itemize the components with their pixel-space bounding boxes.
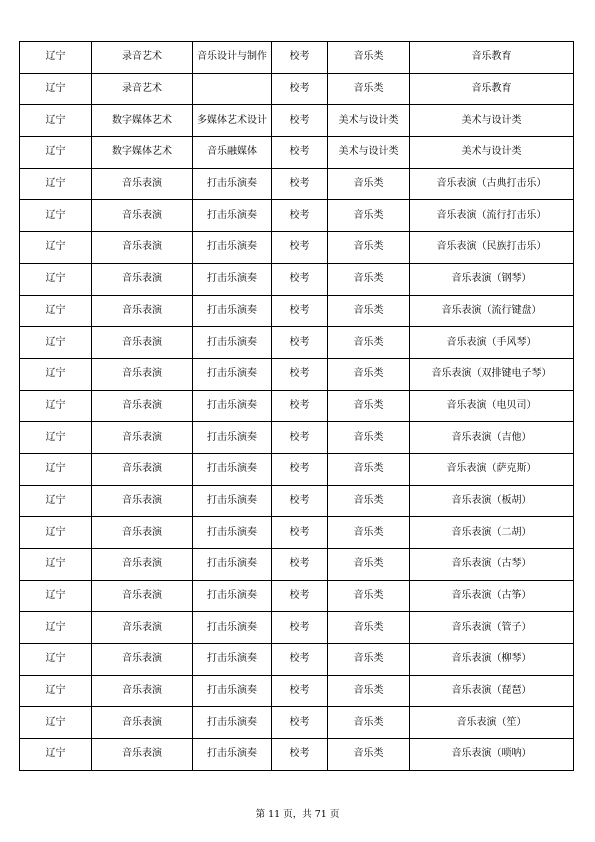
- major-cell: 音乐表演: [92, 485, 193, 517]
- exam-subject-cell: 音乐表演（笙）: [410, 707, 574, 739]
- direction-cell: 打击乐演奏: [193, 327, 272, 359]
- category-cell: 音乐类: [328, 327, 410, 359]
- province-cell: 辽宁: [20, 739, 92, 771]
- province-cell: 辽宁: [20, 358, 92, 390]
- table-row: [20, 453, 574, 485]
- major-cell: 录音艺术: [92, 73, 193, 105]
- major-cell: 音乐表演: [92, 549, 193, 581]
- exam-type-cell: 校考: [272, 327, 328, 359]
- province-cell: 辽宁: [20, 549, 92, 581]
- province-cell: 辽宁: [20, 485, 92, 517]
- exam-subject-cell: 音乐表演（萨克斯）: [410, 453, 574, 485]
- exam-subject-cell: 音乐表演（电贝司）: [410, 390, 574, 422]
- province-cell: 辽宁: [20, 232, 92, 264]
- exam-subject-cell: 音乐表演（柳琴）: [410, 644, 574, 676]
- direction-cell: 打击乐演奏: [193, 485, 272, 517]
- major-cell: 音乐表演: [92, 675, 193, 707]
- table-row: [20, 327, 574, 359]
- major-cell: 音乐表演: [92, 358, 193, 390]
- exam-type-cell: 校考: [272, 42, 328, 74]
- province-cell: 辽宁: [20, 422, 92, 454]
- direction-cell: 打击乐演奏: [193, 675, 272, 707]
- category-cell: 音乐类: [328, 358, 410, 390]
- province-cell: 辽宁: [20, 517, 92, 549]
- category-cell: 音乐类: [328, 232, 410, 264]
- exam-subject-cell: 音乐表演（琵琶）: [410, 675, 574, 707]
- exam-type-cell: 校考: [272, 549, 328, 581]
- direction-cell: 打击乐演奏: [193, 453, 272, 485]
- table-row: [20, 739, 574, 771]
- category-cell: 美术与设计类: [328, 105, 410, 137]
- exam-subject-cell: 音乐表演（唢呐）: [410, 739, 574, 771]
- exam-subject-cell: 音乐教育: [410, 73, 574, 105]
- direction-cell: 打击乐演奏: [193, 580, 272, 612]
- exam-subject-cell: 音乐表演（二胡）: [410, 517, 574, 549]
- category-cell: 音乐类: [328, 73, 410, 105]
- data-table: [19, 41, 574, 771]
- exam-subject-cell: 音乐表演（吉他）: [410, 422, 574, 454]
- exam-type-cell: 校考: [272, 739, 328, 771]
- direction-cell: 音乐设计与制作: [193, 42, 272, 74]
- table-body: [20, 42, 574, 771]
- major-cell: 音乐表演: [92, 580, 193, 612]
- exam-subject-cell: 音乐表演（古筝）: [410, 580, 574, 612]
- major-cell: 音乐表演: [92, 232, 193, 264]
- province-cell: 辽宁: [20, 263, 92, 295]
- direction-cell: 打击乐演奏: [193, 232, 272, 264]
- province-cell: 辽宁: [20, 295, 92, 327]
- province-cell: 辽宁: [20, 137, 92, 169]
- direction-cell: 打击乐演奏: [193, 168, 272, 200]
- direction-cell: 打击乐演奏: [193, 295, 272, 327]
- exam-subject-cell: 美术与设计类: [410, 137, 574, 169]
- exam-type-cell: 校考: [272, 295, 328, 327]
- exam-subject-cell: 音乐表演（民族打击乐）: [410, 232, 574, 264]
- exam-type-cell: 校考: [272, 232, 328, 264]
- category-cell: 音乐类: [328, 168, 410, 200]
- province-cell: 辽宁: [20, 200, 92, 232]
- exam-type-cell: 校考: [272, 707, 328, 739]
- direction-cell: 打击乐演奏: [193, 390, 272, 422]
- table-row: [20, 168, 574, 200]
- category-cell: 美术与设计类: [328, 137, 410, 169]
- table-row: [20, 517, 574, 549]
- exam-type-cell: 校考: [272, 485, 328, 517]
- direction-cell: 多媒体艺术设计: [193, 105, 272, 137]
- major-cell: 音乐表演: [92, 707, 193, 739]
- table-row: [20, 295, 574, 327]
- category-cell: 音乐类: [328, 612, 410, 644]
- table-row: [20, 675, 574, 707]
- province-cell: 辽宁: [20, 453, 92, 485]
- exam-subject-cell: 音乐表演（板胡）: [410, 485, 574, 517]
- category-cell: 音乐类: [328, 390, 410, 422]
- category-cell: 音乐类: [328, 580, 410, 612]
- table-row: [20, 549, 574, 581]
- major-cell: 音乐表演: [92, 517, 193, 549]
- major-cell: 音乐表演: [92, 295, 193, 327]
- exam-subject-cell: 音乐表演（古典打击乐）: [410, 168, 574, 200]
- province-cell: 辽宁: [20, 73, 92, 105]
- table-row: [20, 263, 574, 295]
- exam-type-cell: 校考: [272, 453, 328, 485]
- province-cell: 辽宁: [20, 612, 92, 644]
- exam-type-cell: 校考: [272, 358, 328, 390]
- direction-cell: 打击乐演奏: [193, 644, 272, 676]
- table-row: [20, 422, 574, 454]
- major-cell: 音乐表演: [92, 612, 193, 644]
- exam-type-cell: 校考: [272, 517, 328, 549]
- table-row: [20, 358, 574, 390]
- direction-cell: 打击乐演奏: [193, 200, 272, 232]
- exam-subject-cell: 音乐表演（手风琴）: [410, 327, 574, 359]
- category-cell: 音乐类: [328, 549, 410, 581]
- category-cell: 音乐类: [328, 263, 410, 295]
- table-row: [20, 73, 574, 105]
- exam-type-cell: 校考: [272, 168, 328, 200]
- direction-cell: 音乐融媒体: [193, 137, 272, 169]
- category-cell: 音乐类: [328, 644, 410, 676]
- direction-cell: 打击乐演奏: [193, 707, 272, 739]
- direction-cell: 打击乐演奏: [193, 358, 272, 390]
- table-row: [20, 612, 574, 644]
- exam-type-cell: 校考: [272, 263, 328, 295]
- direction-cell: 打击乐演奏: [193, 612, 272, 644]
- major-cell: 音乐表演: [92, 390, 193, 422]
- direction-cell: 打击乐演奏: [193, 739, 272, 771]
- province-cell: 辽宁: [20, 390, 92, 422]
- exam-type-cell: 校考: [272, 137, 328, 169]
- province-cell: 辽宁: [20, 327, 92, 359]
- major-cell: 音乐表演: [92, 327, 193, 359]
- direction-cell: 打击乐演奏: [193, 549, 272, 581]
- major-cell: 音乐表演: [92, 739, 193, 771]
- exam-subject-cell: 音乐表演（古琴）: [410, 549, 574, 581]
- major-cell: 音乐表演: [92, 168, 193, 200]
- province-cell: 辽宁: [20, 707, 92, 739]
- table-row: [20, 485, 574, 517]
- major-cell: 音乐表演: [92, 200, 193, 232]
- category-cell: 音乐类: [328, 422, 410, 454]
- table-row: [20, 42, 574, 74]
- category-cell: 音乐类: [328, 707, 410, 739]
- exam-subject-cell: 音乐教育: [410, 42, 574, 74]
- exam-subject-cell: 美术与设计类: [410, 105, 574, 137]
- major-cell: 录音艺术: [92, 42, 193, 74]
- table-row: [20, 200, 574, 232]
- direction-cell: 打击乐演奏: [193, 422, 272, 454]
- major-cell: 音乐表演: [92, 263, 193, 295]
- major-cell: 音乐表演: [92, 422, 193, 454]
- province-cell: 辽宁: [20, 675, 92, 707]
- table-row: [20, 105, 574, 137]
- direction-cell: [193, 73, 272, 105]
- exam-type-cell: 校考: [272, 390, 328, 422]
- exam-subject-cell: 音乐表演（流行打击乐）: [410, 200, 574, 232]
- province-cell: 辽宁: [20, 168, 92, 200]
- exam-subject-cell: 音乐表演（双排键电子琴）: [410, 358, 574, 390]
- category-cell: 音乐类: [328, 739, 410, 771]
- exam-type-cell: 校考: [272, 580, 328, 612]
- table-row: [20, 644, 574, 676]
- exam-subject-cell: 音乐表演（钢琴）: [410, 263, 574, 295]
- category-cell: 音乐类: [328, 517, 410, 549]
- table-row: [20, 232, 574, 264]
- page-footer: 第 11 页，共 71 页: [255, 809, 340, 820]
- category-cell: 音乐类: [328, 675, 410, 707]
- exam-type-cell: 校考: [272, 675, 328, 707]
- category-cell: 音乐类: [328, 42, 410, 74]
- exam-type-cell: 校考: [272, 644, 328, 676]
- exam-type-cell: 校考: [272, 422, 328, 454]
- table-row: [20, 390, 574, 422]
- direction-cell: 打击乐演奏: [193, 263, 272, 295]
- direction-cell: 打击乐演奏: [193, 517, 272, 549]
- table-row: [20, 137, 574, 169]
- exam-subject-cell: 音乐表演（管子）: [410, 612, 574, 644]
- major-cell: 数字媒体艺术: [92, 105, 193, 137]
- exam-type-cell: 校考: [272, 105, 328, 137]
- exam-type-cell: 校考: [272, 200, 328, 232]
- exam-type-cell: 校考: [272, 73, 328, 105]
- province-cell: 辽宁: [20, 105, 92, 137]
- table-row: [20, 580, 574, 612]
- major-cell: 音乐表演: [92, 453, 193, 485]
- exam-subject-cell: 音乐表演（流行键盘）: [410, 295, 574, 327]
- province-cell: 辽宁: [20, 644, 92, 676]
- table-row: [20, 707, 574, 739]
- province-cell: 辽宁: [20, 42, 92, 74]
- major-cell: 数字媒体艺术: [92, 137, 193, 169]
- category-cell: 音乐类: [328, 485, 410, 517]
- major-cell: 音乐表演: [92, 644, 193, 676]
- province-cell: 辽宁: [20, 580, 92, 612]
- category-cell: 音乐类: [328, 295, 410, 327]
- exam-type-cell: 校考: [272, 612, 328, 644]
- category-cell: 音乐类: [328, 200, 410, 232]
- category-cell: 音乐类: [328, 453, 410, 485]
